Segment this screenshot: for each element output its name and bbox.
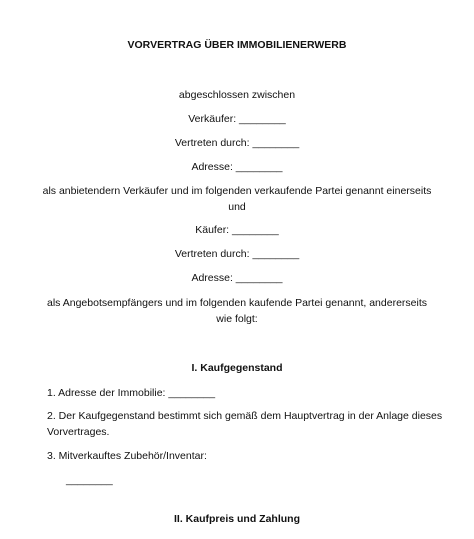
concluded-between-text: abgeschlossen zwischen [178,89,296,101]
section-1-item-3: 3. Mitverkauftes Zubehör/Inventar: [47,450,207,462]
section-1-item-1: 1. Adresse der Immobilie: ________ [47,387,216,399]
section-1-heading: I. Kaufgegenstand [191,362,283,374]
document-title: VORVERTRAG ÜBER IMMOBILIENERWERB [127,39,347,51]
buyer-role-text: als Angebotsempfängers und im folgenden kaufende Partei genannt, andererseits [46,297,427,309]
seller-address-field: Adresse: ________ [191,161,283,173]
buyer-represented-by-field: Vertreten durch: ________ [174,248,300,260]
seller-field: Verkäufer: ________ [188,113,286,125]
section-1-item-3-blank: ________ [66,474,113,486]
section-2-heading: II. Kaufpreis und Zahlung [174,513,300,525]
section-1-item-2-line-1: 2. Der Kaufgegenstand bestimmt sich gemäß dem Hauptvertrag in der Anlage dieses [47,410,443,422]
buyer-field: Käufer: ________ [195,224,279,236]
seller-role-text: als anbietendern Verkäufer und im folgenden verkaufende Partei genannt einerseits [42,185,432,197]
and-text: und [228,201,246,213]
section-1-item-2-line-2: Vorvertrages. [47,426,110,438]
as-follows-text: wie folgt: [216,313,258,325]
buyer-address-field: Adresse: ________ [191,272,283,284]
seller-represented-by-field: Vertreten durch: ________ [174,137,300,149]
